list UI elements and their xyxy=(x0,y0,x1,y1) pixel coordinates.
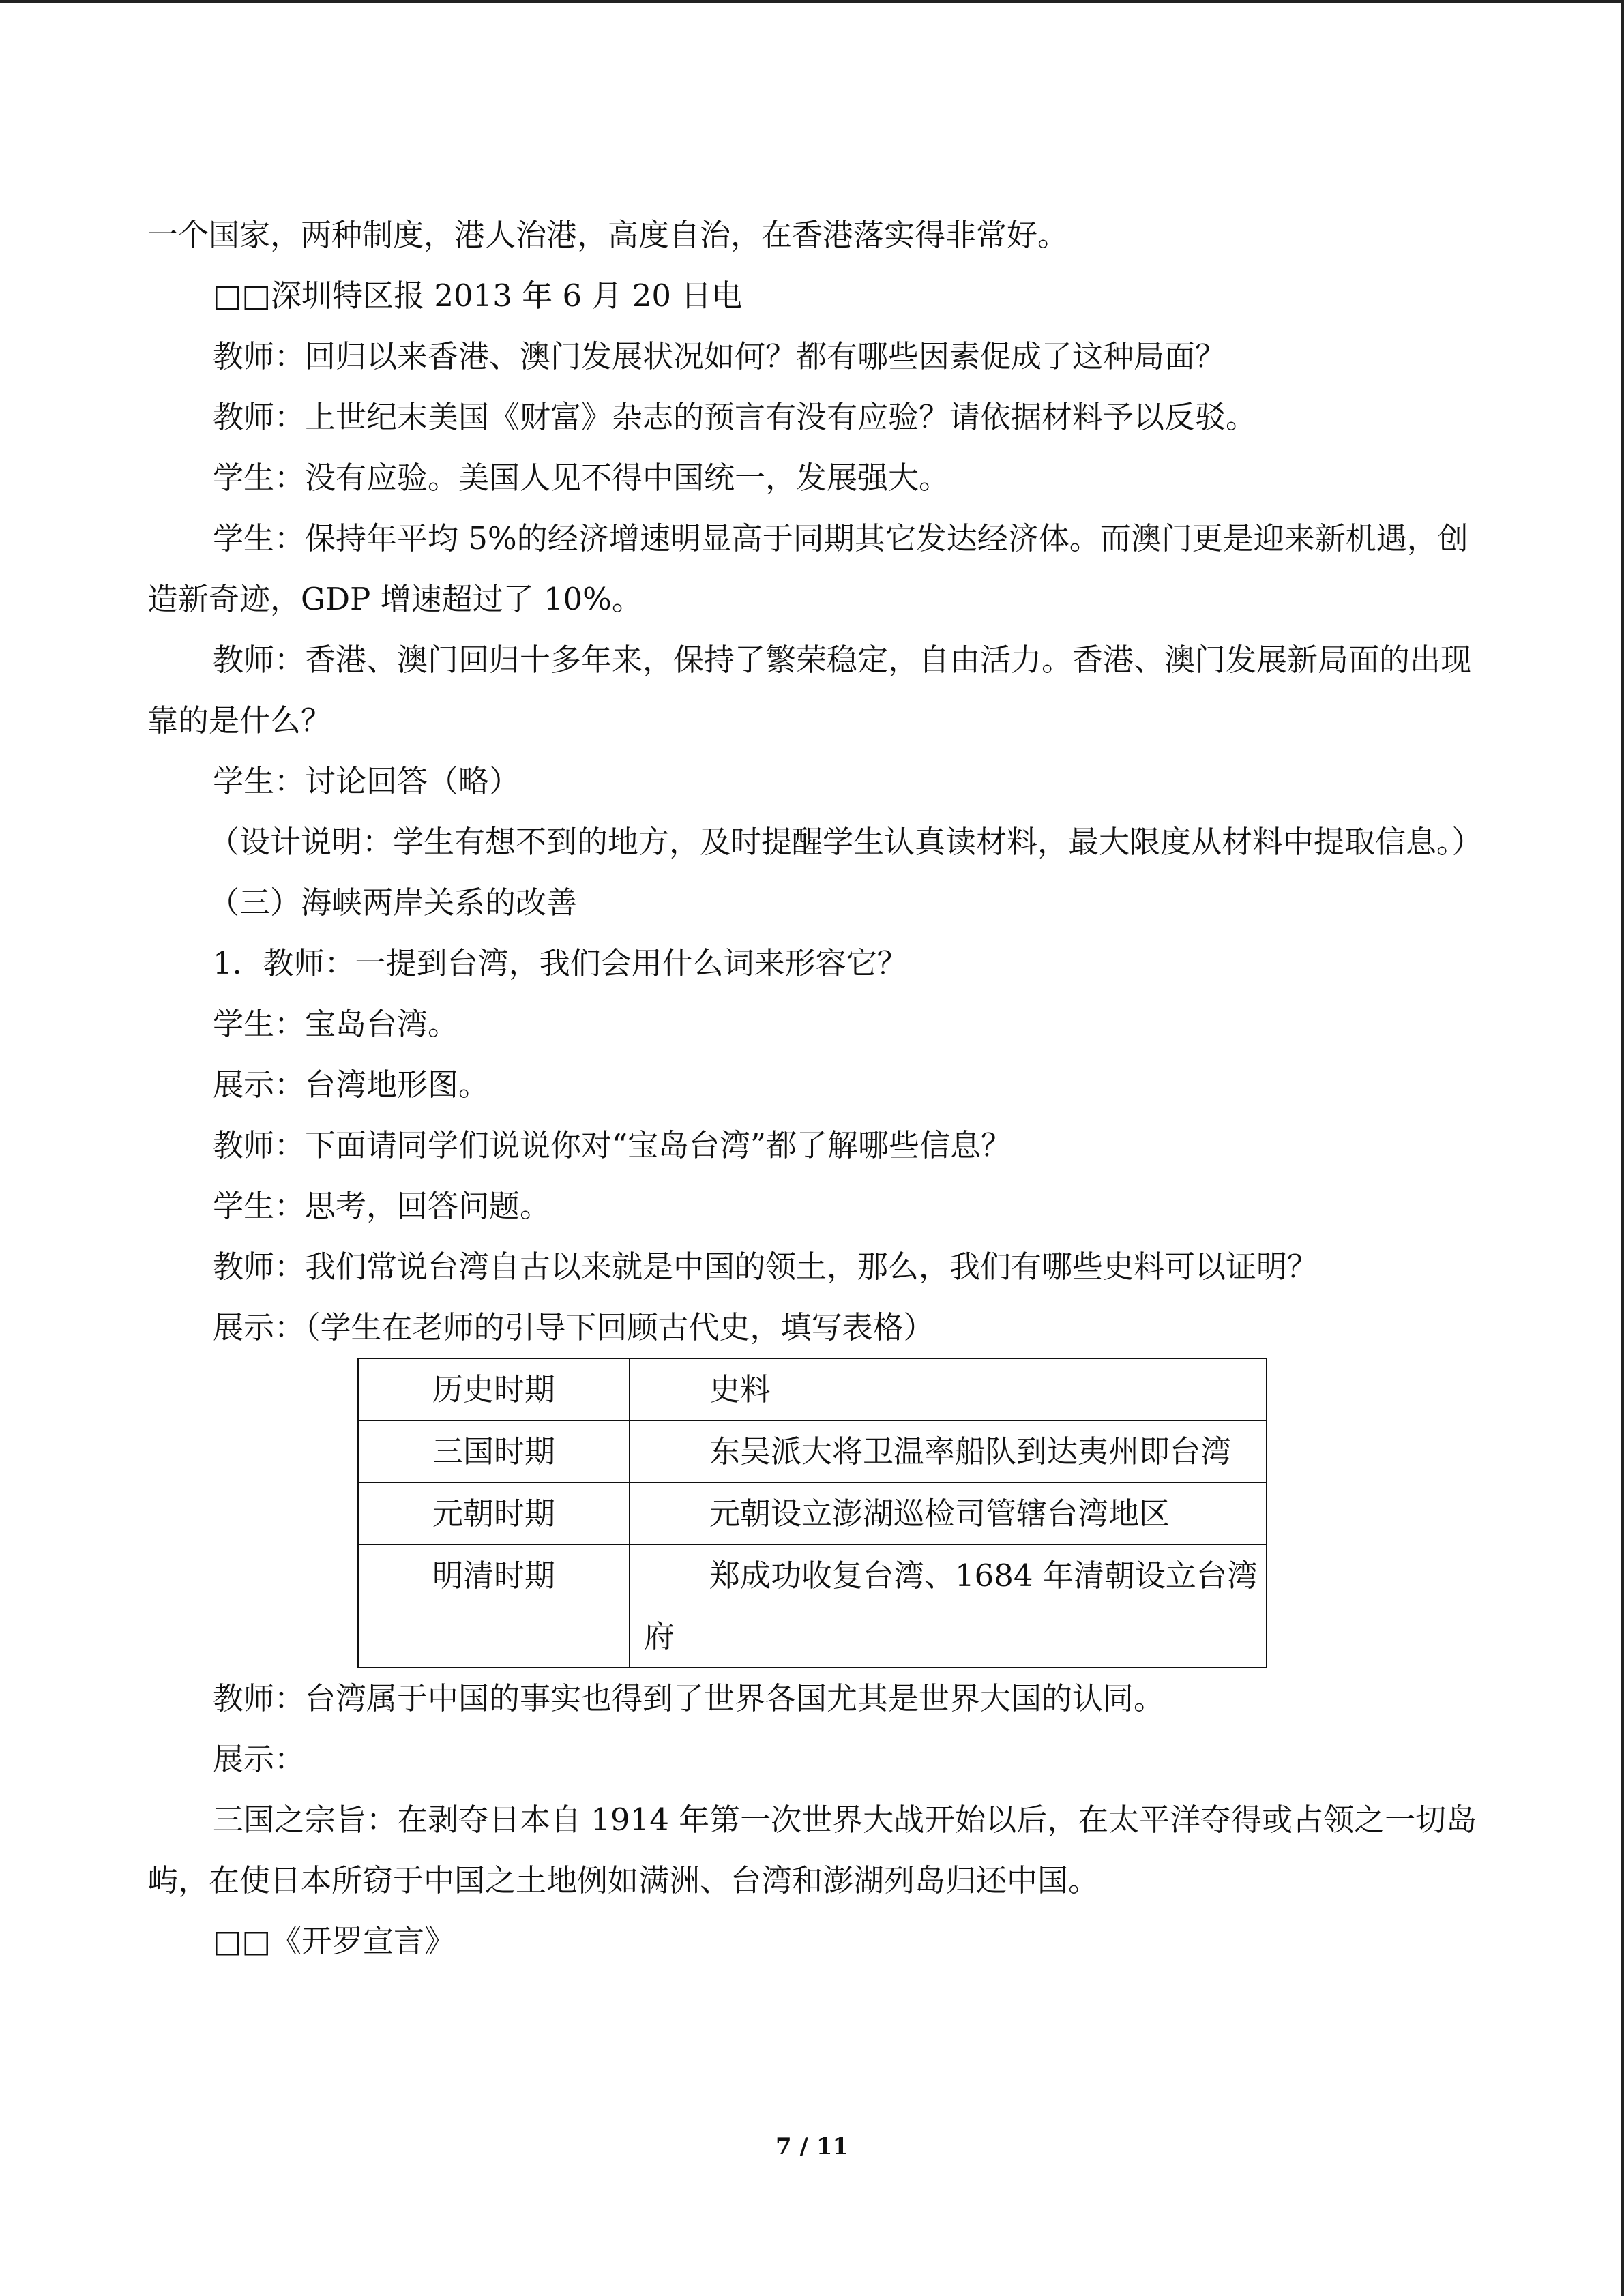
paragraph: 学生：保持年平均 5%的经济增速明显高于同期其它发达经济体。而澳门更是迎来新机遇，创造新奇迹，GDP 增速超过了 10%。 xyxy=(147,520,1468,617)
paragraph: 学生：宝岛台湾。 xyxy=(213,1006,459,1042)
table-row xyxy=(358,1420,1267,1482)
table-cell-period: 三国时期 xyxy=(358,1420,630,1482)
paragraph: 教师：上世纪末美国《财富》杂志的预言有没有应验？请依据材料予以反驳。 xyxy=(213,399,1257,435)
paragraph: 1．教师：一提到台湾，我们会用什么词来形容它？ xyxy=(213,945,908,981)
paragraph: 学生：讨论回答（略） xyxy=(213,763,520,799)
table-cell-period: 元朝时期 xyxy=(358,1482,630,1545)
page-number: 7 / 11 xyxy=(775,2133,849,2160)
paragraph: 一个国家，两种制度，港人治港，高度自治，在香港落实得非常好。 xyxy=(147,217,1069,253)
paragraph: 教师：下面请同学们说说你对“宝岛台湾”都了解哪些信息？ xyxy=(213,1127,1012,1163)
paragraph: 展示：（学生在老师的引导下回顾古代史，填写表格） xyxy=(213,1309,934,1345)
table-header-material xyxy=(630,1358,1267,1420)
table-cell-material xyxy=(630,1420,1267,1482)
history-table xyxy=(357,1358,1267,1668)
section-heading: （三）海峡两岸关系的改善 xyxy=(209,884,578,921)
paragraph: 教师：回归以来香港、澳门发展状况如何？都有哪些因素促成了这种局面？ xyxy=(213,338,1226,374)
paragraph: 教师：台湾属于中国的事实也得到了世界各国尤其是世界大国的认同。 xyxy=(213,1680,1165,1716)
table-header-material-text: 史料 xyxy=(709,1371,771,1407)
table-cell-material-text: 东吴派大将卫温率船队到达夷州即台湾 xyxy=(709,1433,1232,1470)
paragraph: 学生：没有应验。美国人见不得中国统一，发展强大。 xyxy=(213,460,950,496)
paragraph: 教师：香港、澳门回归十多年来，保持了繁荣稳定，自由活力。香港、澳门发展新局面的出现靠的是什么？ xyxy=(147,642,1472,739)
document-page xyxy=(147,205,1484,1971)
page-right-border xyxy=(1621,0,1624,2296)
paragraph: 教师：我们常说台湾自古以来就是中国的领土，那么，我们有哪些史料可以证明？ xyxy=(213,1249,1318,1285)
table-row xyxy=(358,1482,1267,1545)
table-cell-material xyxy=(630,1482,1267,1545)
paragraph: 展示： xyxy=(213,1741,306,1777)
quoted-material: 三国之宗旨：在剥夺日本自 1914 年第一次世界大战开始以后，在太平洋夺得或占领之一切岛屿，在使日本所窃于中国之土地例如满洲、台湾和澎湖列岛归还中国。 xyxy=(147,1802,1477,1898)
table-cell-material-text: 元朝设立澎湖巡检司管辖台湾地区 xyxy=(709,1495,1170,1532)
source-citation: □□《开罗宣言》 xyxy=(213,1923,456,1959)
table-header-period: 历史时期 xyxy=(358,1358,630,1420)
table-cell-material-text: 郑成功收复台湾、1684 年清朝设立台湾府 xyxy=(644,1557,1258,1654)
table-header-row xyxy=(358,1358,1267,1420)
table-cell-period: 明清时期 xyxy=(358,1545,630,1667)
source-citation: □□深圳特区报 2013 年 6 月 20 日电 xyxy=(213,278,743,314)
paragraph: 学生：思考，回答问题。 xyxy=(213,1188,551,1224)
page-top-border xyxy=(0,0,1624,3)
paragraph: 展示：台湾地形图。 xyxy=(213,1067,490,1103)
table-cell-material xyxy=(630,1545,1267,1667)
history-table-wrap xyxy=(357,1358,1267,1668)
design-note: （设计说明：学生有想不到的地方，及时提醒学生认真读材料，最大限度从材料中提取信息。） xyxy=(209,824,1483,860)
table-row xyxy=(358,1545,1267,1667)
